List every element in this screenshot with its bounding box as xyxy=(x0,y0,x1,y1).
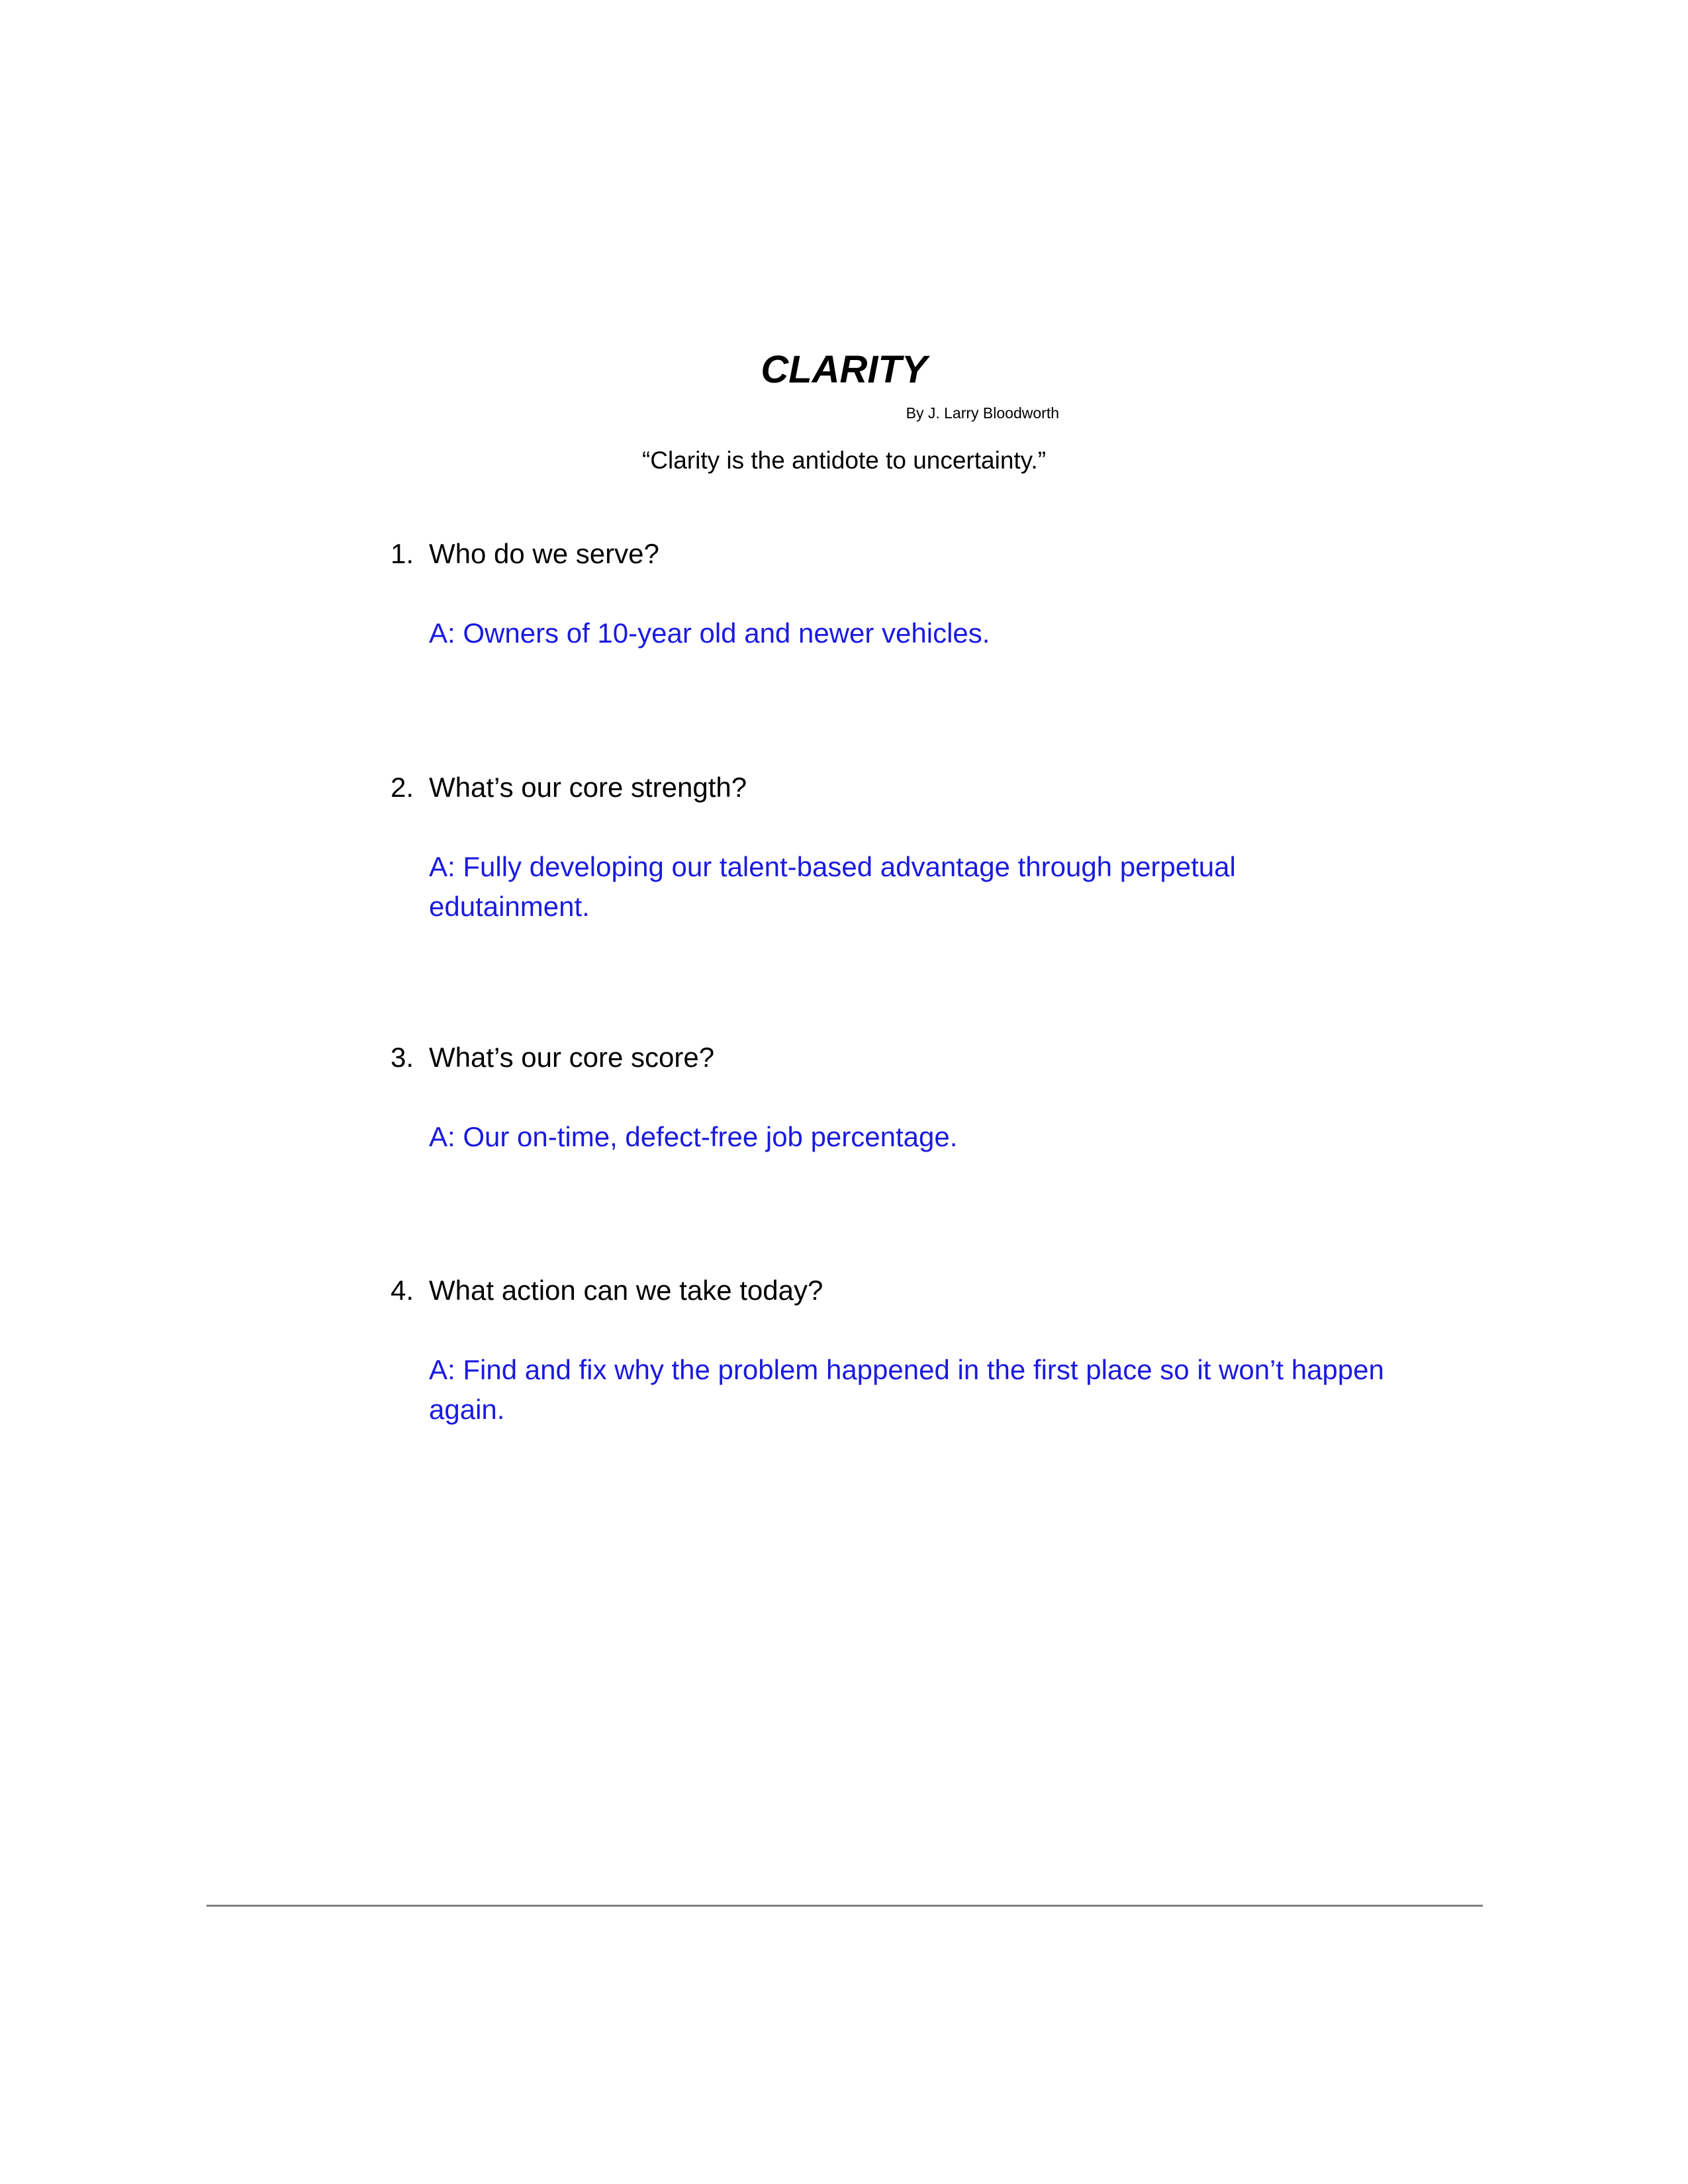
question-number: 4. xyxy=(391,1275,414,1306)
question-number: 1. xyxy=(391,538,414,569)
answer-text: A: Find and fix why the problem happened in the first place so it won’t happen again. xyxy=(429,1354,1384,1425)
document-title: CLARITY xyxy=(761,348,927,391)
question-text: Who do we serve? xyxy=(429,538,659,569)
question xyxy=(391,537,1383,571)
question-number: 3. xyxy=(391,1042,414,1073)
question xyxy=(391,770,1383,805)
qa-item-1 xyxy=(391,537,1383,653)
footer-divider xyxy=(207,1905,1483,1907)
answer-text: A: Our on-time, defect-free job percentage. xyxy=(429,1121,958,1152)
question-text: What’s our core score? xyxy=(429,1042,715,1073)
answer-text: A: Owners of 10-year old and newer vehicles. xyxy=(429,617,990,649)
answer-text: A: Fully developing our talent-based advantage through perpetual edutainment. xyxy=(429,851,1236,922)
epigraph-quote: “Clarity is the antidote to uncertainty.” xyxy=(641,447,1047,474)
question-number: 2. xyxy=(391,772,414,803)
question-text: What’s our core strength? xyxy=(429,772,747,803)
author-byline: By J. Larry Bloodworth xyxy=(906,404,1059,422)
qa-item-4 xyxy=(391,1273,1383,1430)
question-text: What action can we take today? xyxy=(429,1275,823,1306)
qa-item-3 xyxy=(391,1040,1383,1157)
question xyxy=(391,1040,1383,1075)
question xyxy=(391,1273,1383,1308)
qa-item-2 xyxy=(391,770,1383,927)
